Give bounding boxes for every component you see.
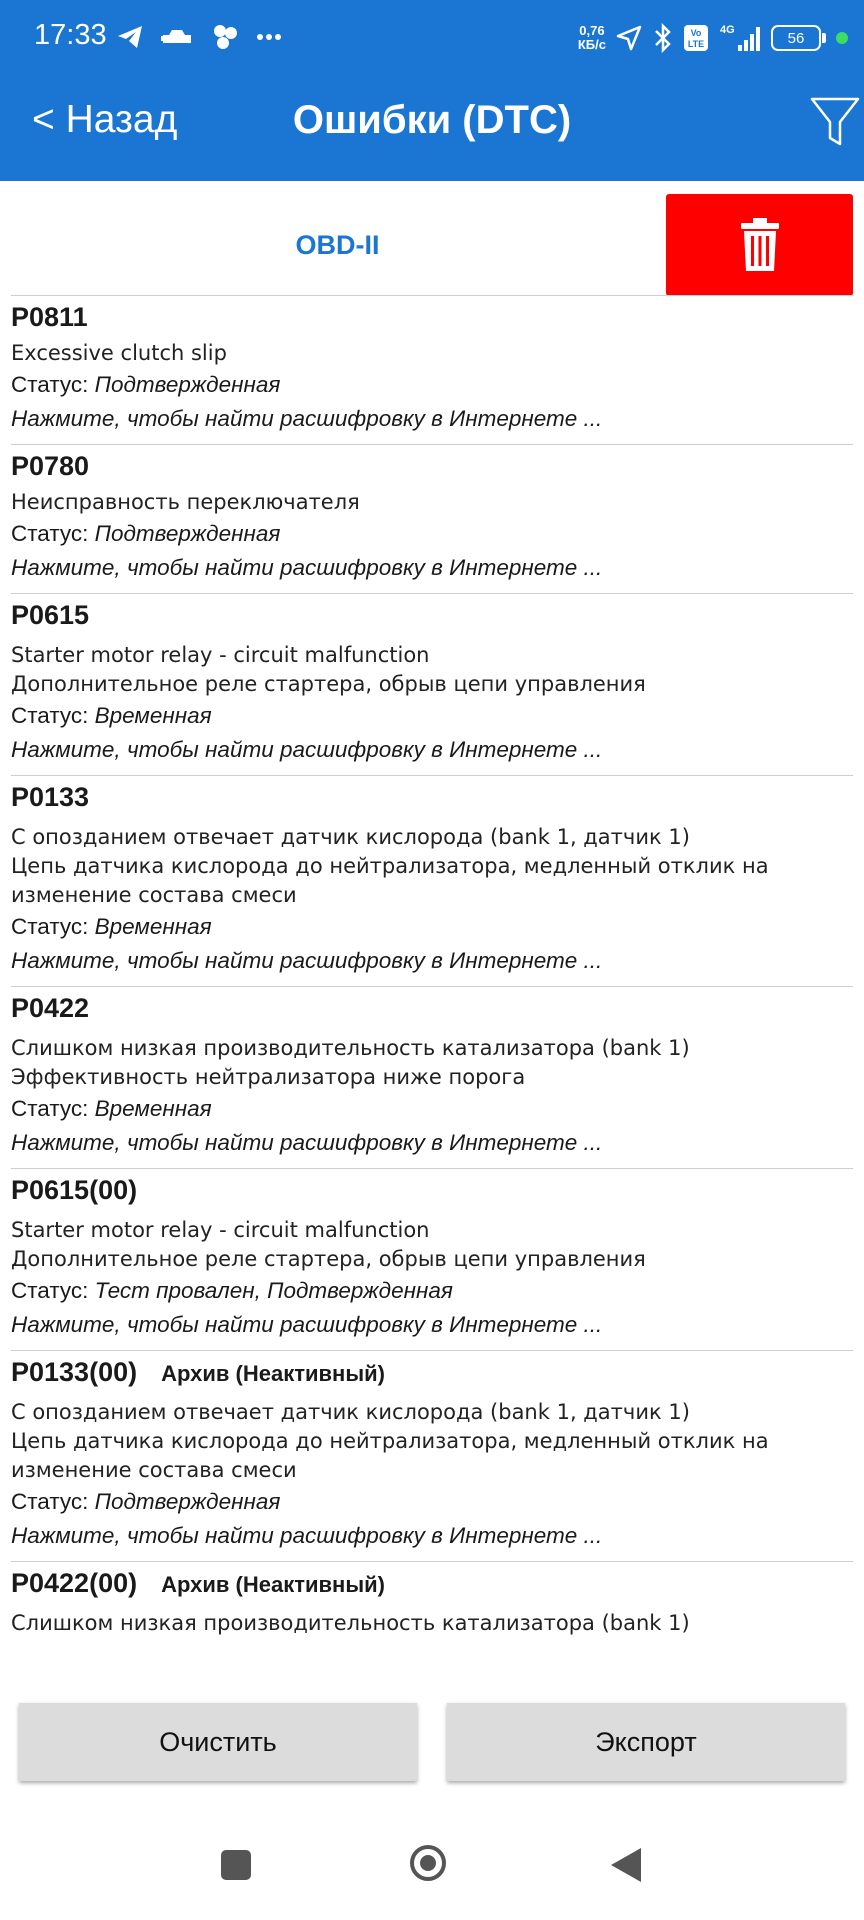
export-button[interactable]: Экспорт [447, 1703, 845, 1781]
dtc-description: Неисправность переключателя [11, 490, 360, 514]
dtc-description: Excessive clutch slip [11, 341, 227, 365]
delete-button[interactable] [666, 194, 853, 296]
back-button[interactable]: < Назад [32, 98, 178, 141]
dtc-status: Статус: Подтвержденная [11, 372, 281, 397]
dtc-item[interactable] [11, 1562, 853, 1646]
search-link[interactable]: Нажмите, чтобы найти расшифровку в Интернете ... [11, 1523, 603, 1548]
search-link[interactable]: Нажмите, чтобы найти расшифровку в Интернете ... [11, 1312, 603, 1337]
telegram-icon [116, 24, 144, 50]
search-link[interactable]: Нажмите, чтобы найти расшифровку в Интернете ... [11, 948, 603, 973]
dtc-code: P0780 [11, 451, 90, 481]
car-icon [160, 26, 194, 48]
dtc-description: С опозданием отвечает датчик кислорода (bank 1, датчик 1) [11, 825, 690, 849]
archive-badge: Архив (Неактивный) [161, 1361, 385, 1386]
dtc-description: С опозданием отвечает датчик кислорода (bank 1, датчик 1) [11, 1400, 690, 1424]
dtc-status: Статус: Подтвержденная [11, 521, 281, 546]
dtc-code: P0133(00) [11, 1357, 138, 1387]
dtc-code: P0615(00) [11, 1175, 138, 1205]
filter-icon[interactable] [810, 96, 860, 148]
dtc-code: P0811 [11, 302, 88, 332]
home-icon[interactable] [410, 1845, 446, 1881]
system-nav-bar [0, 1810, 864, 1920]
dtc-item[interactable] [11, 594, 853, 776]
svg-text:Vo: Vo [690, 28, 702, 38]
dtc-code: P0133 [11, 782, 90, 812]
dtc-code: P0422 [11, 993, 90, 1023]
dtc-item[interactable] [11, 445, 853, 594]
tab-row [0, 181, 864, 295]
net-speed: 0,76 КБ/с [577, 23, 606, 52]
privacy-dot [836, 32, 848, 44]
signal-icon [718, 23, 762, 53]
dtc-description: Starter motor relay - circuit malfunction [11, 1218, 430, 1242]
volte-icon [683, 24, 709, 52]
more-icon [256, 33, 282, 41]
dtc-description: Слишком низкая производительность катализатора (bank 1) [11, 1036, 690, 1060]
bluetooth-icon [652, 23, 674, 53]
dtc-item[interactable] [11, 296, 853, 445]
dtc-item[interactable] [11, 776, 853, 987]
battery-icon: 56 [771, 25, 821, 51]
dtc-description-ru: Дополнительное реле стартера, обрыв цепи управления [11, 672, 646, 696]
dtc-description-ru: Цепь датчика кислорода до нейтрализатора, медленный отклик на изменение состава смеси [11, 854, 769, 907]
search-link[interactable]: Нажмите, чтобы найти расшифровку в Интернете ... [11, 1130, 603, 1155]
recents-icon[interactable] [221, 1850, 251, 1880]
dtc-status: Статус: Временная [11, 703, 212, 728]
dtc-item[interactable] [11, 1351, 853, 1562]
dtc-description: Starter motor relay - circuit malfunction [11, 643, 430, 667]
search-link[interactable]: Нажмите, чтобы найти расшифровку в Интернете ... [11, 555, 603, 580]
dtc-status: Статус: Подтвержденная [11, 1489, 281, 1514]
dtc-description-ru: Эффективность нейтрализатора ниже порога [11, 1065, 526, 1089]
cluster-icon [210, 23, 240, 51]
dtc-code: P0615 [11, 600, 90, 630]
dtc-description: Слишком низкая производительность катализатора (bank 1) [11, 1611, 690, 1635]
status-bar [0, 0, 864, 76]
back-icon[interactable] [611, 1848, 641, 1882]
dtc-item[interactable] [11, 987, 853, 1169]
dtc-status: Статус: Тест провален, Подтвержденная [11, 1278, 453, 1303]
archive-badge: Архив (Неактивный) [161, 1572, 385, 1597]
trash-icon [740, 217, 780, 273]
page-title: Ошибки (DTC) [292, 98, 572, 142]
dtc-description-ru: Дополнительное реле стартера, обрыв цепи управления [11, 1247, 646, 1271]
dtc-status: Статус: Временная [11, 914, 212, 939]
svg-text:4G: 4G [720, 24, 735, 36]
dtc-description-ru: Цепь датчика кислорода до нейтрализатора, медленный отклик на изменение состава смеси [11, 1429, 769, 1482]
tab-obd-ii[interactable]: OBD-II [295, 230, 380, 260]
search-link[interactable]: Нажмите, чтобы найти расшифровку в Интернете ... [11, 406, 603, 431]
dtc-item[interactable] [11, 1169, 853, 1351]
app-bar [0, 0, 864, 181]
svg-text:LTE: LTE [687, 39, 705, 49]
dtc-list[interactable] [0, 296, 864, 1667]
location-icon [615, 24, 643, 52]
dtc-status: Статус: Временная [11, 1096, 212, 1121]
clock: 17:33 [34, 19, 107, 51]
search-link[interactable]: Нажмите, чтобы найти расшифровку в Интернете ... [11, 737, 603, 762]
clear-button[interactable]: Очистить [19, 1703, 417, 1781]
dtc-code: P0422(00) [11, 1568, 138, 1598]
